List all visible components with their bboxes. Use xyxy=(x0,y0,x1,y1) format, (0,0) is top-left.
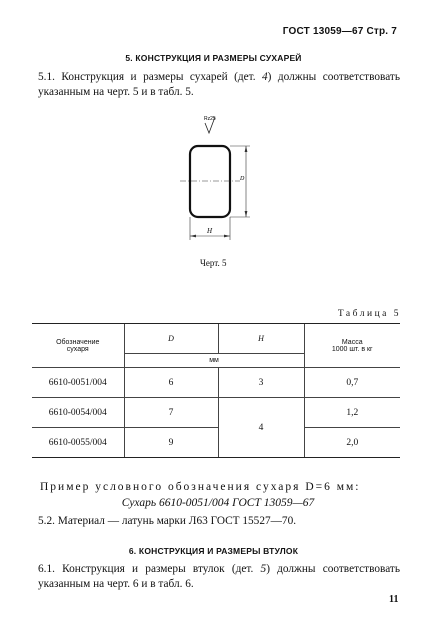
paragraph-5-1-end: ) должны соответствовать указанным на черт. 5 и в табл. 5. xyxy=(38,71,401,98)
cell-mass: 1,2 xyxy=(304,398,400,428)
cell-mass: 2,0 xyxy=(304,428,400,458)
paragraph-5-1-start: 5.1. Конструкция и размеры сухарей (дет. xyxy=(38,71,256,83)
example-label: Пример условного обозначения сухаря D=6 мм: xyxy=(40,481,361,493)
section-5-title: 5. КОНСТРУКЦИЯ И РАЗМЕРЫ СУХАРЕЙ xyxy=(125,53,302,63)
material-text: 5.2. Материал — латунь марки Л63 ГОСТ 15527—70. xyxy=(38,515,297,527)
header-d: D xyxy=(124,324,218,354)
detail-number: 4 xyxy=(262,71,268,83)
header-unit: мм xyxy=(124,354,304,368)
arrow-left xyxy=(190,235,196,238)
dim-vertical-label: D xyxy=(240,176,245,182)
roughness-label: Rz25 xyxy=(204,116,216,122)
page-header: ГОСТ 13059—67 Стр. 7 xyxy=(282,26,397,37)
cell-h-merged: 4 xyxy=(218,398,304,458)
cell-d: 7 xyxy=(124,398,218,428)
paragraph-5-1 xyxy=(38,70,400,100)
arrow-down xyxy=(245,211,248,217)
cell-mass: 0,7 xyxy=(304,368,400,398)
paragraph-6-1-start: 6.1. Конструкция и размеры втулок (дет. xyxy=(38,563,254,575)
drawing-5 xyxy=(170,108,270,248)
table-5 xyxy=(32,323,400,458)
arrow-right xyxy=(224,235,230,238)
section-6-title: 6. КОНСТРУКЦИЯ И РАЗМЕРЫ ВТУЛОК xyxy=(128,546,299,556)
arrow-up xyxy=(245,146,248,152)
paragraph-6-1 xyxy=(38,562,400,592)
detail-number: 5 xyxy=(260,563,267,575)
table-row xyxy=(32,428,400,458)
cell-d: 9 xyxy=(124,428,218,458)
cell-designation: 6610-0051/004 xyxy=(32,368,124,398)
cell-designation: 6610-0054/004 xyxy=(32,398,124,428)
table-row xyxy=(32,398,400,428)
cell-designation: 6610-0055/004 xyxy=(32,428,124,458)
part-outline xyxy=(190,146,230,217)
paragraph-6-1-end: ) должны соответствовать указанным на черт. 6 и в табл. 6. xyxy=(38,563,401,590)
header-designation: Обозначение сухаря xyxy=(32,324,124,368)
cell-d: 6 xyxy=(124,368,218,398)
dim-horizontal-label: H xyxy=(207,227,213,235)
page-number: 11 xyxy=(389,594,399,605)
header-mass: Масса 1000 шт. в кг xyxy=(304,324,400,368)
table-row xyxy=(32,368,400,398)
table-caption: Таблица 5 xyxy=(337,309,401,319)
cell-h: 3 xyxy=(218,368,304,398)
example-value: Сухарь 6610-0051/004 ГОСТ 13059—67 xyxy=(121,497,315,509)
drawing-caption: Черт. 5 xyxy=(200,258,227,268)
header-h: H xyxy=(218,324,304,354)
